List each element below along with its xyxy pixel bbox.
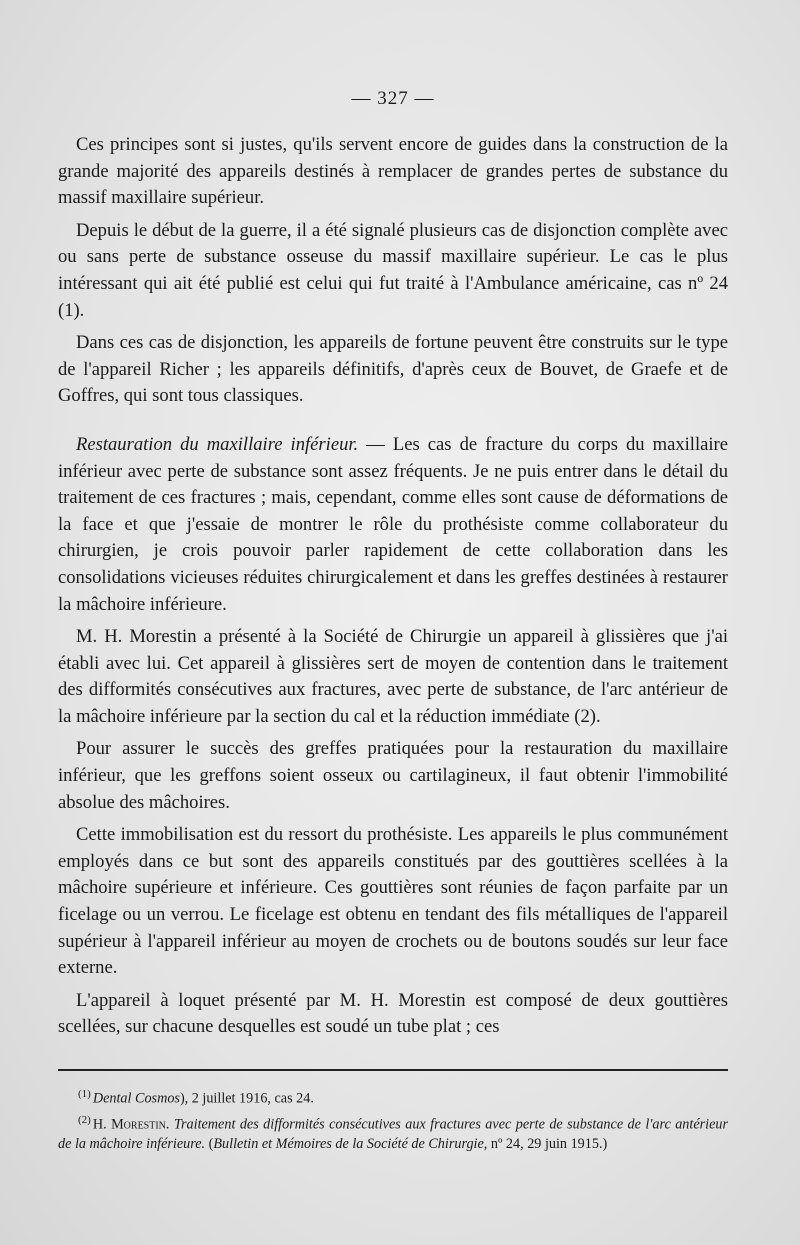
footnote-2-journal: Bulletin et Mémoires de la Société de Chirurgie	[213, 1136, 484, 1153]
paragraph-disjunction: Depuis le début de la guerre, il a été signalé plusieurs cas de disjonction complète avec ou sans perte de substance osseuse du massif maxillaire supérieur. Le cas le plus intéressant qui ait été publié est celui qui fut traité à l'Ambulance américaine, cas nº 24 (1).	[58, 219, 728, 321]
section-lower-jaw	[58, 432, 728, 618]
paragraph-latch-appliance: L'appareil à loquet présenté par M. H. Morestin est composé de deux gouttières scellées, sur chacune desquelles est soudé un tube plat ; ces	[58, 989, 728, 1038]
paragraph-immobilisation: Cette immobilisation est du ressort du prothésiste. Les appareils le plus communément employés dans ce but sont des appareils constitués par des gouttières scellées à la mâchoire supérieure et inférieure. Ces gouttières sont réunies de façon parfaite par un ficelage ou un verrou. Le ficelage est obtenu en tendant des fils métalliques de l'appareil supérieur à l'appareil inférieur au moyen de crochets ou de boutons soudés sur leur face externe.	[58, 824, 728, 979]
footnote-1-source: Dental Cosmos	[92, 1090, 180, 1107]
footnote-2-number: (2)	[78, 1114, 91, 1127]
section-lead-text: — Les cas de fracture du corps du maxillaire inférieur avec perte de substance sont assez fréquents. Je ne puis entrer dans le détail du traitement de ces fractures ; mais, cependant, comme elles sont cause de déformations de la face et que j'essaie de montrer le rôle du prothésiste comme collaborateur du chirurgien, je crois pouvoir parler rapidement de cette collaboration dans les consolidations vicieuses réduites chirurgicalement et dans les greffes destinées à restaurer la mâchoire inférieure.	[58, 433, 729, 615]
footnotes	[58, 1085, 728, 1155]
section-title: Restauration du maxillaire inférieur.	[76, 433, 359, 455]
footnote-2-author: H. Morestin.	[92, 1116, 170, 1133]
page-number: — 327 —	[351, 88, 435, 109]
footnote-2-open-paren: (	[205, 1136, 214, 1153]
footnote-1-rest: ), 2 juillet 1916, cas 24.	[179, 1090, 314, 1107]
footnote-2	[58, 1111, 728, 1155]
paragraph-morestin-slides: M. H. Morestin a présenté à la Société de Chirurgie un appareil à glissières que j'ai établi avec lui. Cet appareil à glissières sert de moyen de contention dans le traitement des difformités consécutives aux fractures, avec perte de substance, de l'arc antérieur de la mâchoire inférieure par la section du cal et la réduction immédiate (2).	[58, 626, 728, 727]
footnote-2-rest: , nº 24, 29 juin 1915.)	[483, 1136, 608, 1153]
paragraph-fortune-appliances: Dans ces cas de disjonction, les appareils de fortune peuvent être construits sur le type de l'appareil Richer ; les appareils définitifs, d'après ceux de Bouvet, de Graefe et de Goffres, qui sont tous classiques.	[58, 332, 728, 407]
footnote-1	[58, 1085, 728, 1109]
paragraph-principles: Ces principes sont si justes, qu'ils servent encore de guides dans la construction de la grande majorité des appareils destinés à remplacer de grandes pertes de substance du massif maxillaire supérieur.	[58, 134, 728, 209]
footnote-1-number: (1)	[78, 1088, 91, 1100]
paragraph-grafts: Pour assurer le succès des greffes pratiquées pour la restauration du maxillaire inférieur, que les greffons soient osseux ou cartilagineux, il faut obtenir l'immobilité absolue des mâchoires.	[58, 738, 728, 813]
footnote-rule	[58, 1069, 728, 1071]
footnote-2-title: Traitement des difformités consécutives aux fractures avec perte de substance de l'arc antérieur de la mâchoire inférieure.	[58, 1116, 728, 1153]
